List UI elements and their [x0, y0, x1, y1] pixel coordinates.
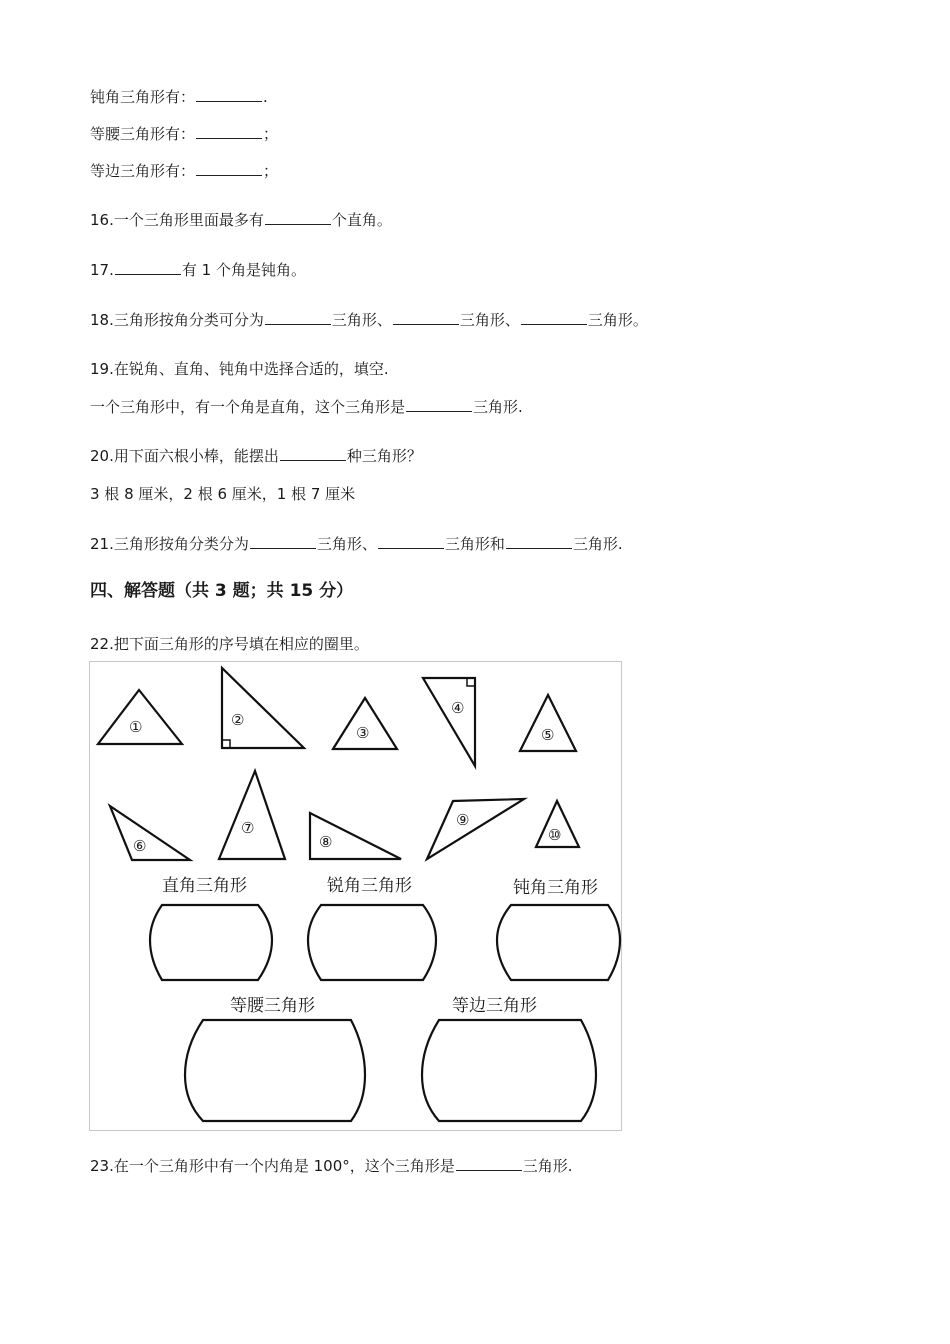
box-label-right: 直角三角形	[162, 876, 247, 896]
answer-blank[interactable]	[521, 310, 587, 325]
answer-blank[interactable]	[393, 310, 459, 325]
triangle-6	[110, 806, 190, 860]
box-isosceles	[185, 1020, 365, 1121]
equilateral-line: 等边三角形有： ；	[90, 162, 279, 180]
section-heading: 四、解答题（共 3 题；共 15 分）	[90, 581, 354, 601]
answer-blank[interactable]	[196, 87, 262, 102]
answer-blank[interactable]	[378, 534, 444, 549]
triangle-figure	[89, 661, 622, 1131]
isosceles-line: 等腰三角形有： ；	[90, 125, 279, 143]
triangle-number: ⑤	[541, 726, 555, 744]
answer-blank[interactable]	[196, 124, 262, 139]
triangle-number: ②	[231, 711, 245, 729]
triangle-number: ③	[356, 724, 370, 742]
box-right-angle	[150, 905, 272, 980]
question-21: 21.三角形按角分类分为 三角形、 三角形和 三角形.	[90, 535, 623, 553]
triangle-number: ⑥	[133, 837, 147, 855]
triangle-9	[427, 799, 524, 859]
triangle-4	[423, 678, 475, 766]
box-label-obtuse: 钝角三角形	[513, 878, 598, 898]
answer-blank[interactable]	[406, 397, 472, 412]
answer-blank[interactable]	[196, 161, 262, 176]
answer-blank[interactable]	[506, 534, 572, 549]
triangle-number: ⑦	[241, 819, 255, 837]
answer-blank[interactable]	[280, 446, 346, 461]
answer-blank[interactable]	[265, 310, 331, 325]
box-acute	[308, 905, 436, 980]
box-obtuse	[497, 905, 620, 980]
question-20: 20.用下面六根小棒，能摆出 种三角形？	[90, 447, 422, 465]
answer-blank[interactable]	[250, 534, 316, 549]
triangle-2	[222, 668, 304, 748]
box-label-equilateral: 等边三角形	[452, 996, 537, 1016]
triangle-number: ⑧	[319, 833, 333, 851]
answer-blank[interactable]	[265, 210, 331, 225]
equilateral-label: 等边三角形有：	[90, 162, 196, 180]
question-20-sticks: 3 根 8 厘米，2 根 6 厘米，1 根 7 厘米	[90, 485, 356, 503]
obtuse-line: 钝角三角形有： .	[90, 88, 268, 106]
question-17: 17. 有 1 个角是钝角。	[90, 261, 306, 279]
question-16: 16.一个三角形里面最多有 个直角。	[90, 211, 392, 229]
question-18: 18.三角形按角分类可分为 三角形、 三角形、 三角形。	[90, 311, 648, 329]
obtuse-label: 钝角三角形有：	[90, 88, 196, 106]
triangle-7	[219, 771, 285, 859]
question-22: 22.把下面三角形的序号填在相应的圈里。	[90, 635, 369, 653]
question-23: 23.在一个三角形中有一个内角是 100°，这个三角形是 三角形.	[90, 1157, 573, 1175]
triangle-number: ⑩	[548, 826, 562, 844]
question-19: 一个三角形中，有一个角是直角，这个三角形是 三角形.	[90, 398, 523, 416]
question-19-intro: 19.在锐角、直角、钝角中选择合适的，填空.	[90, 360, 389, 378]
isosceles-label: 等腰三角形有：	[90, 125, 196, 143]
box-equilateral	[422, 1020, 596, 1121]
triangle-number: ①	[129, 718, 143, 736]
triangle-number: ⑨	[456, 811, 470, 829]
answer-blank[interactable]	[115, 260, 181, 275]
box-label-acute: 锐角三角形	[327, 876, 412, 896]
triangle-number: ④	[451, 699, 465, 717]
box-label-isosceles: 等腰三角形	[230, 996, 315, 1016]
answer-blank[interactable]	[456, 1156, 522, 1171]
